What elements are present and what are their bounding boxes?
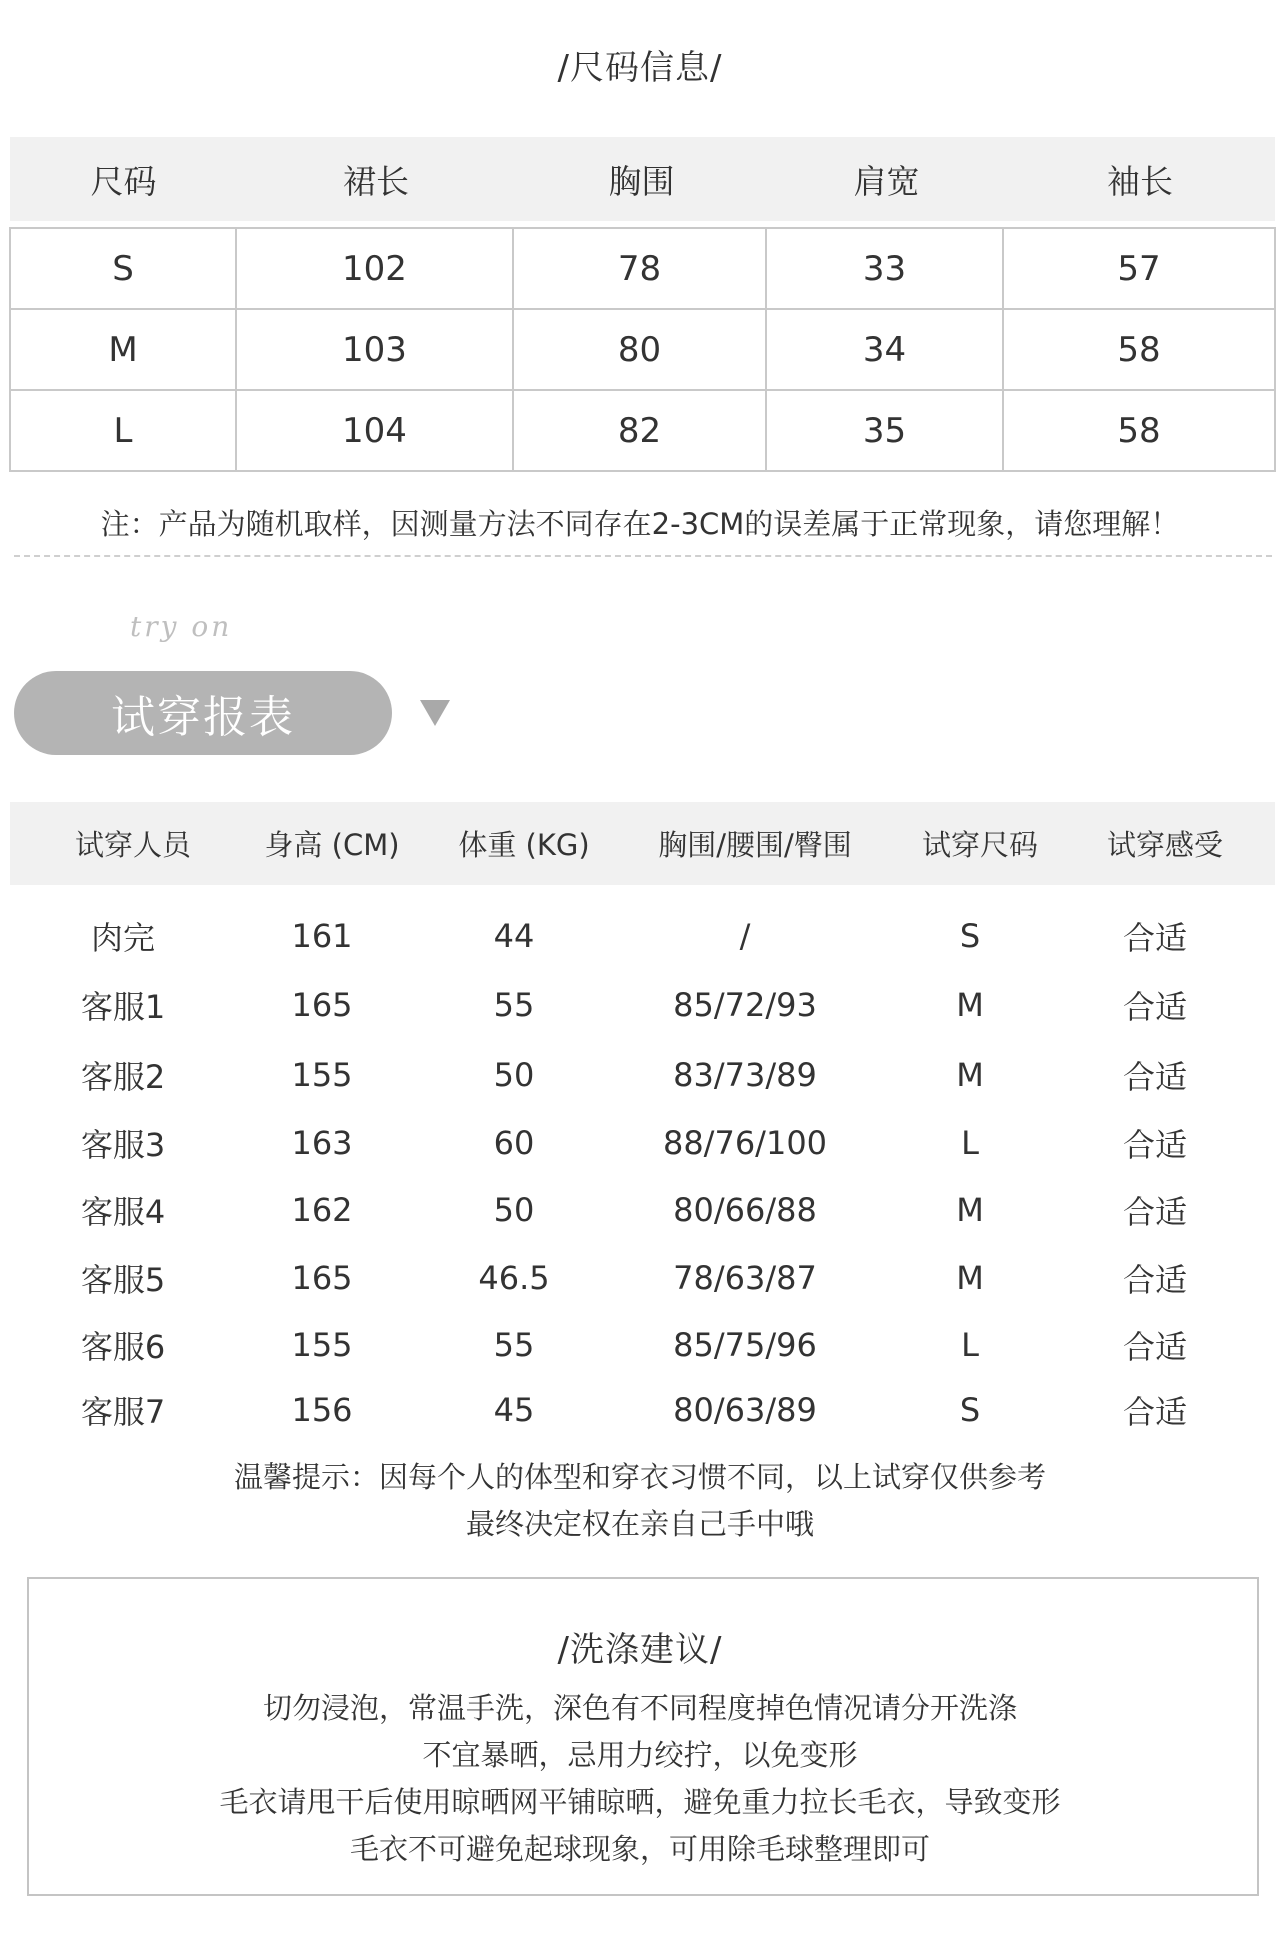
try-cell-measurements: 85/75/96	[673, 1326, 817, 1364]
try-cell-feeling: 合适	[1122, 1261, 1187, 1299]
washing-advice-line: 毛衣请甩干后使用晾晒网平铺晾晒，避免重力拉长毛衣，导致变形	[219, 1785, 1061, 1819]
size-cell: 82	[513, 390, 766, 471]
try-header-feeling: 试穿感受	[1106, 828, 1223, 862]
washing-section-title: /洗涤建议/	[557, 1630, 723, 1670]
try-cell-size: S	[959, 917, 981, 955]
try-cell-feeling: 合适	[1122, 988, 1187, 1026]
try-cell-person: 客服7	[80, 1393, 166, 1431]
try-cell-weight: 50	[493, 1056, 535, 1094]
try-cell-measurements: 83/73/89	[673, 1056, 817, 1094]
size-cell: S	[10, 228, 236, 309]
try-cell-height: 165	[291, 986, 353, 1024]
try-on-badge: 试穿报表	[14, 671, 392, 755]
size-row-l	[10, 390, 1275, 471]
try-on-table-header	[10, 802, 1275, 885]
try-cell-height: 155	[291, 1326, 353, 1364]
try-on-row	[0, 980, 1280, 1030]
try-cell-weight: 45	[493, 1391, 535, 1429]
try-cell-feeling: 合适	[1122, 1126, 1187, 1164]
try-cell-size: S	[959, 1391, 981, 1429]
dashed-divider	[14, 555, 1272, 557]
try-cell-height: 165	[291, 1259, 353, 1297]
try-cell-height: 163	[291, 1124, 353, 1162]
washing-advice-line: 毛衣不可避免起球现象，可用除毛球整理即可	[349, 1832, 930, 1866]
try-cell-height: 162	[291, 1191, 353, 1229]
try-cell-measurements: 88/76/100	[662, 1124, 828, 1162]
try-cell-weight: 60	[493, 1124, 535, 1162]
try-cell-person: 客服6	[80, 1328, 166, 1366]
triangle-down-icon	[420, 700, 450, 726]
try-cell-height: 155	[291, 1056, 353, 1094]
try-cell-size: M	[956, 986, 984, 1024]
size-cell: L	[10, 390, 236, 471]
try-on-row	[0, 1320, 1280, 1370]
size-row-m	[10, 309, 1275, 390]
size-cell: 58	[1003, 309, 1275, 390]
fit-tip-line-1: 温馨提示：因每个人的体型和穿衣习惯不同，以上试穿仅供参考	[233, 1460, 1046, 1494]
try-cell-size: M	[956, 1191, 984, 1229]
try-cell-size: L	[961, 1124, 979, 1162]
size-header-sleeve: 袖长	[1107, 161, 1173, 201]
size-row-s	[10, 228, 1275, 309]
try-cell-person: 客服1	[80, 988, 166, 1026]
try-cell-feeling: 合适	[1122, 1193, 1187, 1231]
measurement-note: 注：产品为随机取样，因测量方法不同存在2-3CM的误差属于正常现象，请您理解！	[100, 507, 1180, 541]
try-cell-size: L	[961, 1326, 979, 1364]
fit-tip-line-2: 最终决定权在亲自己手中哦	[465, 1507, 814, 1541]
try-cell-size: M	[956, 1259, 984, 1297]
size-header-length: 裙长	[343, 161, 409, 201]
size-cell: 78	[513, 228, 766, 309]
size-header-shoulder: 肩宽	[853, 161, 920, 201]
size-table-header	[10, 137, 1275, 221]
try-cell-feeling: 合适	[1122, 1058, 1187, 1096]
try-cell-height: 161	[291, 917, 353, 955]
size-cell: 103	[236, 309, 513, 390]
size-table	[9, 227, 1276, 472]
size-cell: 33	[766, 228, 1003, 309]
try-cell-feeling: 合适	[1122, 1393, 1187, 1431]
try-cell-feeling: 合适	[1122, 919, 1187, 957]
try-cell-height: 156	[291, 1391, 353, 1429]
size-cell: 34	[766, 309, 1003, 390]
size-cell: 102	[236, 228, 513, 309]
size-cell: 104	[236, 390, 513, 471]
size-header-bust: 胸围	[608, 161, 675, 201]
try-cell-measurements: /	[739, 917, 751, 955]
try-cell-measurements: 85/72/93	[673, 986, 817, 1024]
try-on-row	[0, 911, 1280, 961]
try-cell-person: 客服5	[80, 1261, 166, 1299]
try-cell-weight: 55	[493, 986, 535, 1024]
try-on-row	[0, 1050, 1280, 1100]
size-cell: 35	[766, 390, 1003, 471]
try-cell-person: 客服3	[80, 1126, 166, 1164]
try-header-size: 试穿尺码	[921, 828, 1038, 862]
try-header-weight: 体重 (KG)	[458, 828, 590, 862]
try-on-row	[0, 1185, 1280, 1235]
size-cell: 58	[1003, 390, 1275, 471]
try-header-person: 试穿人员	[74, 828, 191, 862]
size-header-size: 尺码	[90, 161, 157, 201]
try-on-script-label: try on	[130, 610, 233, 643]
try-cell-weight: 55	[493, 1326, 535, 1364]
size-cell: 57	[1003, 228, 1275, 309]
try-cell-measurements: 80/63/89	[673, 1391, 817, 1429]
try-cell-person: 客服2	[80, 1058, 166, 1096]
try-cell-measurements: 80/66/88	[673, 1191, 817, 1229]
try-cell-person: 客服4	[80, 1193, 166, 1231]
size-cell: 80	[513, 309, 766, 390]
try-on-row	[0, 1385, 1280, 1435]
try-on-row	[0, 1253, 1280, 1303]
try-cell-person: 肉完	[90, 919, 155, 957]
washing-advice-line: 切勿浸泡，常温手洗，深色有不同程度掉色情况请分开洗涤	[262, 1691, 1017, 1725]
try-cell-size: M	[956, 1056, 984, 1094]
try-cell-feeling: 合适	[1122, 1328, 1187, 1366]
washing-advice-line: 不宜暴晒，忌用力绞拧，以免变形	[422, 1738, 858, 1772]
try-on-row	[0, 1118, 1280, 1168]
try-header-height: 身高 (CM)	[264, 828, 400, 862]
try-cell-weight: 44	[493, 917, 535, 955]
try-cell-weight: 46.5	[478, 1259, 550, 1297]
size-cell: M	[10, 309, 236, 390]
try-cell-measurements: 78/63/87	[673, 1259, 817, 1297]
size-section-title: /尺码信息/	[557, 48, 723, 88]
try-header-measurements: 胸围/腰围/臀围	[658, 828, 852, 862]
try-cell-weight: 50	[493, 1191, 535, 1229]
